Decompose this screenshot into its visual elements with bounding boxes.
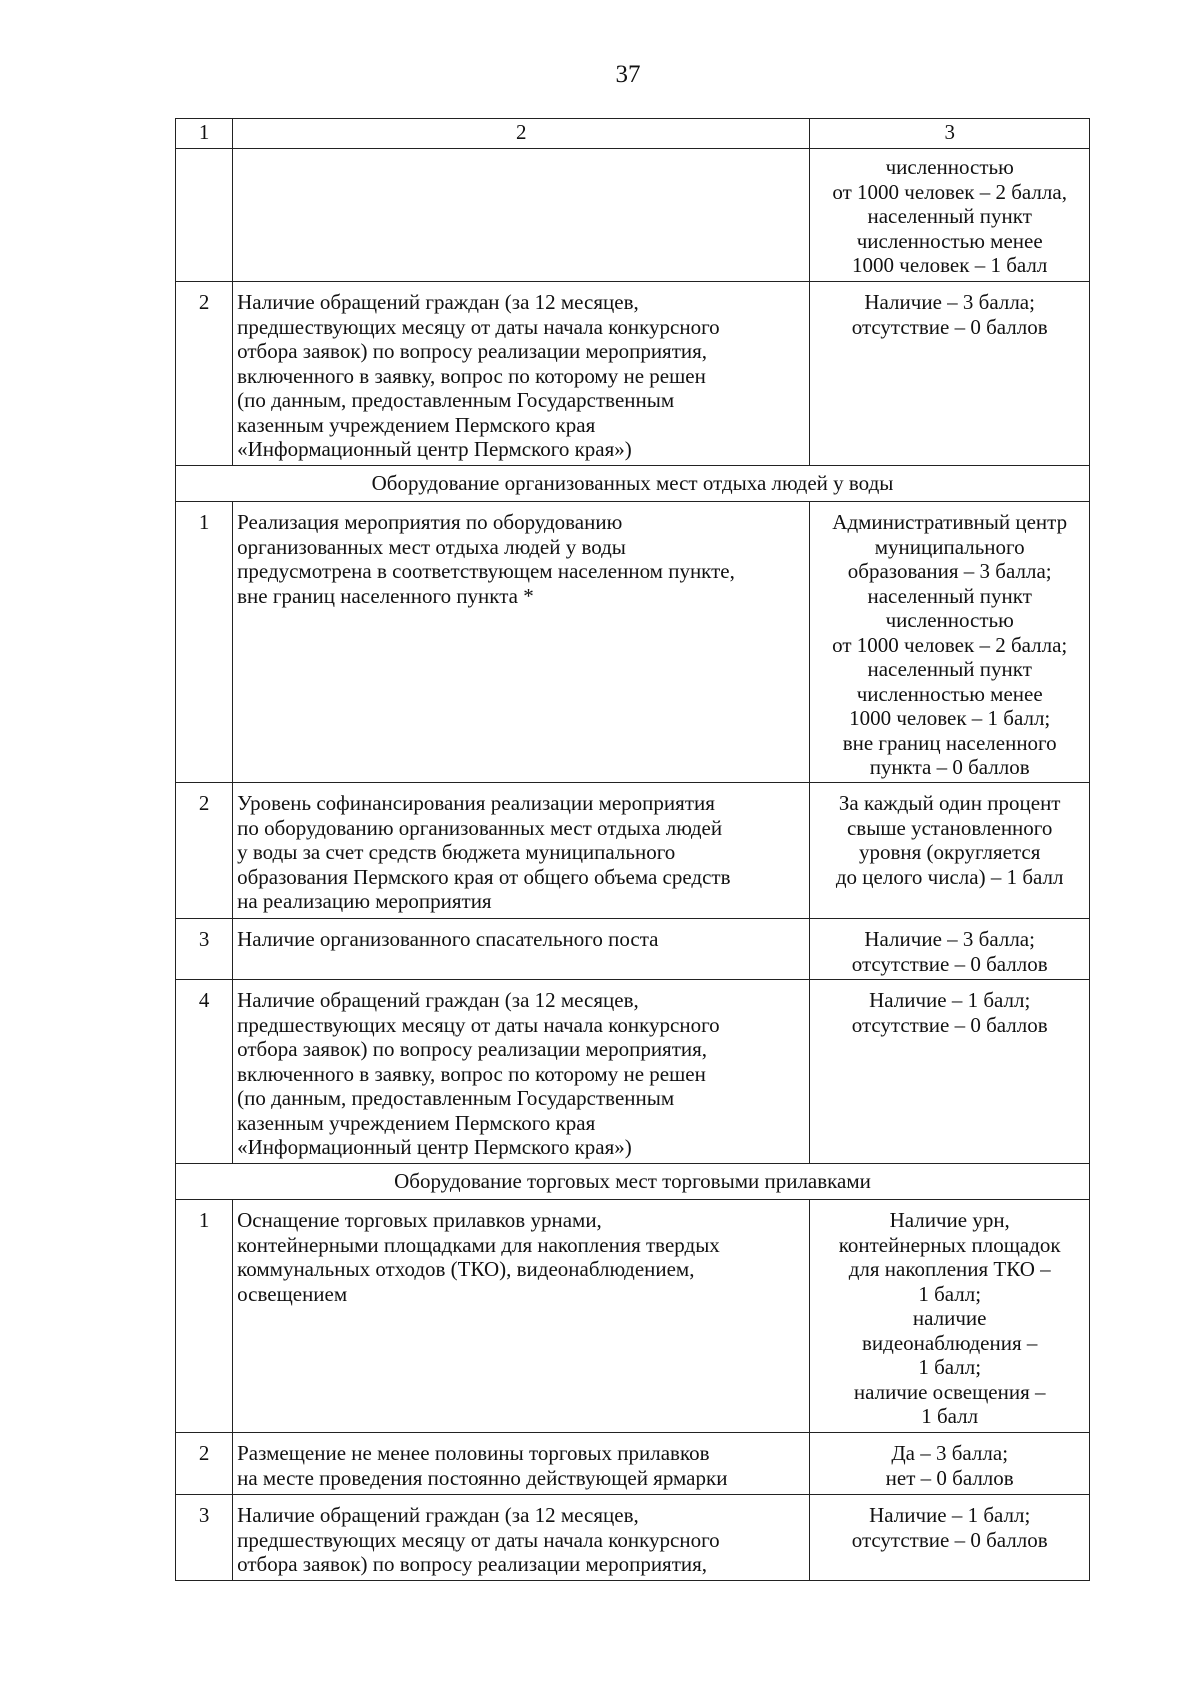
section-heading-row <box>176 1164 1090 1200</box>
cell-line: Наличие урн, <box>889 1208 1010 1232</box>
header-col-3: 3 <box>810 119 1090 149</box>
cell-line: отсутствие – 0 баллов <box>851 951 1048 976</box>
cell-line: населенный пункт <box>867 657 1032 681</box>
cell-line: от 1000 человек – 2 балла; <box>832 632 1068 657</box>
cell-line: За каждый один процент <box>838 791 1061 815</box>
table-row <box>176 783 1090 919</box>
score-cell <box>810 1433 1090 1495</box>
score-cell <box>810 1200 1090 1433</box>
score-cell <box>810 149 1090 282</box>
cell-line: отбора заявок) по вопросу реализации мероприятия, <box>237 1037 708 1061</box>
cell-line: видеонаблюдения – <box>862 1330 1038 1355</box>
cell-line: включенного в заявку, вопрос по которому не решен <box>237 1061 706 1086</box>
criterion-cell <box>233 783 810 919</box>
cell-line: 1 балл; <box>918 1281 982 1306</box>
row-number <box>176 149 233 282</box>
cell-line: образования – 3 балла; <box>847 559 1052 583</box>
cell-line: численностью менее <box>856 228 1043 253</box>
cell-line: Уровень софинансирования реализации мероприятия <box>237 791 715 815</box>
cell-line: вне границ населенного <box>842 730 1057 755</box>
criterion-cell <box>233 149 810 282</box>
cell-line: Наличие организованного спасательного поста <box>237 927 659 951</box>
cell-line: казенным учреждением Пермского края <box>237 412 596 437</box>
cell-line: (по данным, предоставленным Государственным <box>237 1086 675 1110</box>
cell-line: Размещение не менее половины торговых прилавков <box>237 1441 710 1465</box>
row-number: 2 <box>176 783 233 919</box>
cell-line: для накопления ТКО – <box>848 1257 1051 1281</box>
cell-line: численностью <box>885 608 1014 632</box>
cell-line: муниципального <box>874 534 1025 559</box>
cell-line: наличие освещения – <box>853 1379 1046 1404</box>
cell-line: на месте проведения постоянно действующей ярмарки <box>237 1465 728 1490</box>
row-number: 2 <box>176 282 233 466</box>
cell-line: численностью менее <box>856 681 1043 706</box>
cell-line: освещением <box>237 1281 348 1306</box>
cell-line: 1000 человек – 1 балл <box>852 253 1048 277</box>
cell-line: по оборудованию организованных мест отдыха людей <box>237 815 723 840</box>
criterion-cell <box>233 1433 810 1495</box>
cell-line: отсутствие – 0 баллов <box>851 1527 1048 1552</box>
table-row <box>176 980 1090 1164</box>
table-row <box>176 1433 1090 1495</box>
criteria-table <box>175 118 1090 1581</box>
cell-line: пункта – 0 баллов <box>869 755 1030 779</box>
cell-line: «Информационный центр Пермского края») <box>237 1135 632 1159</box>
cell-line: отбора заявок) по вопросу реализации мероприятия, <box>237 339 708 363</box>
cell-line: вне границ населенного пункта * <box>237 583 534 608</box>
cell-line: Наличие – 3 балла; <box>864 927 1035 951</box>
cell-line: «Информационный центр Пермского края») <box>237 437 632 461</box>
cell-line: Наличие обращений граждан (за 12 месяцев, <box>237 988 639 1012</box>
cell-line: Реализация мероприятия по оборудованию <box>237 510 623 534</box>
table-row <box>176 502 1090 783</box>
cell-line: отсутствие – 0 баллов <box>851 1012 1048 1037</box>
cell-line: (по данным, предоставленным Государственным <box>237 388 675 412</box>
score-cell <box>810 282 1090 466</box>
row-number: 4 <box>176 980 233 1164</box>
cell-line: населенный пункт <box>867 583 1032 608</box>
cell-line: предшествующих месяцу от даты начала конкурсного <box>237 1012 720 1037</box>
table-row <box>176 282 1090 466</box>
section-heading: Оборудование торговых мест торговыми прилавками <box>176 1164 1090 1200</box>
header-col-2: 2 <box>233 119 810 149</box>
cell-line: от 1000 человек – 2 балла, <box>832 179 1067 204</box>
row-number: 1 <box>176 502 233 783</box>
cell-line: отсутствие – 0 баллов <box>851 314 1048 339</box>
row-number: 3 <box>176 1495 233 1581</box>
cell-line: наличие <box>912 1306 987 1330</box>
cell-line: Наличие – 3 балла; <box>864 290 1035 314</box>
cell-line: Наличие обращений граждан (за 12 месяцев, <box>237 1503 639 1527</box>
cell-line: Административный центр <box>832 510 1068 534</box>
cell-line: 1 балл <box>921 1404 979 1428</box>
criterion-cell <box>233 1200 810 1433</box>
cell-line: предшествующих месяцу от даты начала конкурсного <box>237 314 720 339</box>
cell-line: 1 балл; <box>918 1355 982 1379</box>
page-number: 37 <box>615 61 641 88</box>
criterion-cell <box>233 502 810 783</box>
table-header-row <box>176 119 1090 149</box>
row-number: 3 <box>176 919 233 980</box>
score-cell <box>810 1495 1090 1581</box>
criterion-cell <box>233 980 810 1164</box>
cell-line: коммунальных отходов (ТКО), видеонаблюдением, <box>237 1257 695 1281</box>
cell-line: отбора заявок) по вопросу реализации мероприятия, <box>237 1552 708 1576</box>
row-number: 1 <box>176 1200 233 1433</box>
score-cell <box>810 980 1090 1164</box>
cell-line: Наличие – 1 балл; <box>869 988 1031 1012</box>
cell-line: 1000 человек – 1 балл; <box>849 706 1051 730</box>
cell-line: у воды за счет средств бюджета муниципального <box>237 840 676 864</box>
cell-line: Наличие – 1 балл; <box>869 1503 1031 1527</box>
header-col-1: 1 <box>176 119 233 149</box>
cell-line: численностью <box>885 155 1014 179</box>
cell-line: Оснащение торговых прилавков урнами, <box>237 1208 602 1232</box>
cell-line: населенный пункт <box>867 204 1032 228</box>
cell-line: включенного в заявку, вопрос по которому не решен <box>237 363 706 388</box>
section-heading-row <box>176 466 1090 502</box>
cell-line: до целого числа) – 1 балл <box>835 864 1064 889</box>
cell-line: уровня (округляется <box>858 840 1041 864</box>
score-cell <box>810 919 1090 980</box>
cell-line: нет – 0 баллов <box>885 1465 1014 1490</box>
criterion-cell <box>233 919 810 980</box>
criterion-cell <box>233 282 810 466</box>
table-row <box>176 1200 1090 1433</box>
cell-line: контейнерными площадками для накопления твердых <box>237 1232 720 1257</box>
cell-line: Да – 3 балла; <box>891 1441 1009 1465</box>
table-row <box>176 1495 1090 1581</box>
score-cell <box>810 502 1090 783</box>
cell-line: предусмотрена в соответствующем населенном пункте, <box>237 559 735 583</box>
cell-line: свыше установленного <box>846 815 1053 840</box>
cell-line: предшествующих месяцу от даты начала конкурсного <box>237 1527 720 1552</box>
cell-line: образования Пермского края от общего объема средств <box>237 864 731 889</box>
cell-line: организованных мест отдыха людей у воды <box>237 534 626 559</box>
cell-line: контейнерных площадок <box>838 1232 1061 1257</box>
table-row <box>176 919 1090 980</box>
score-cell <box>810 783 1090 919</box>
cell-line: Наличие обращений граждан (за 12 месяцев, <box>237 290 639 314</box>
section-heading: Оборудование организованных мест отдыха людей у воды <box>176 466 1090 502</box>
row-number: 2 <box>176 1433 233 1495</box>
criterion-cell <box>233 1495 810 1581</box>
table-row <box>176 149 1090 282</box>
cell-line: казенным учреждением Пермского края <box>237 1110 596 1135</box>
cell-line: на реализацию мероприятия <box>237 889 492 913</box>
